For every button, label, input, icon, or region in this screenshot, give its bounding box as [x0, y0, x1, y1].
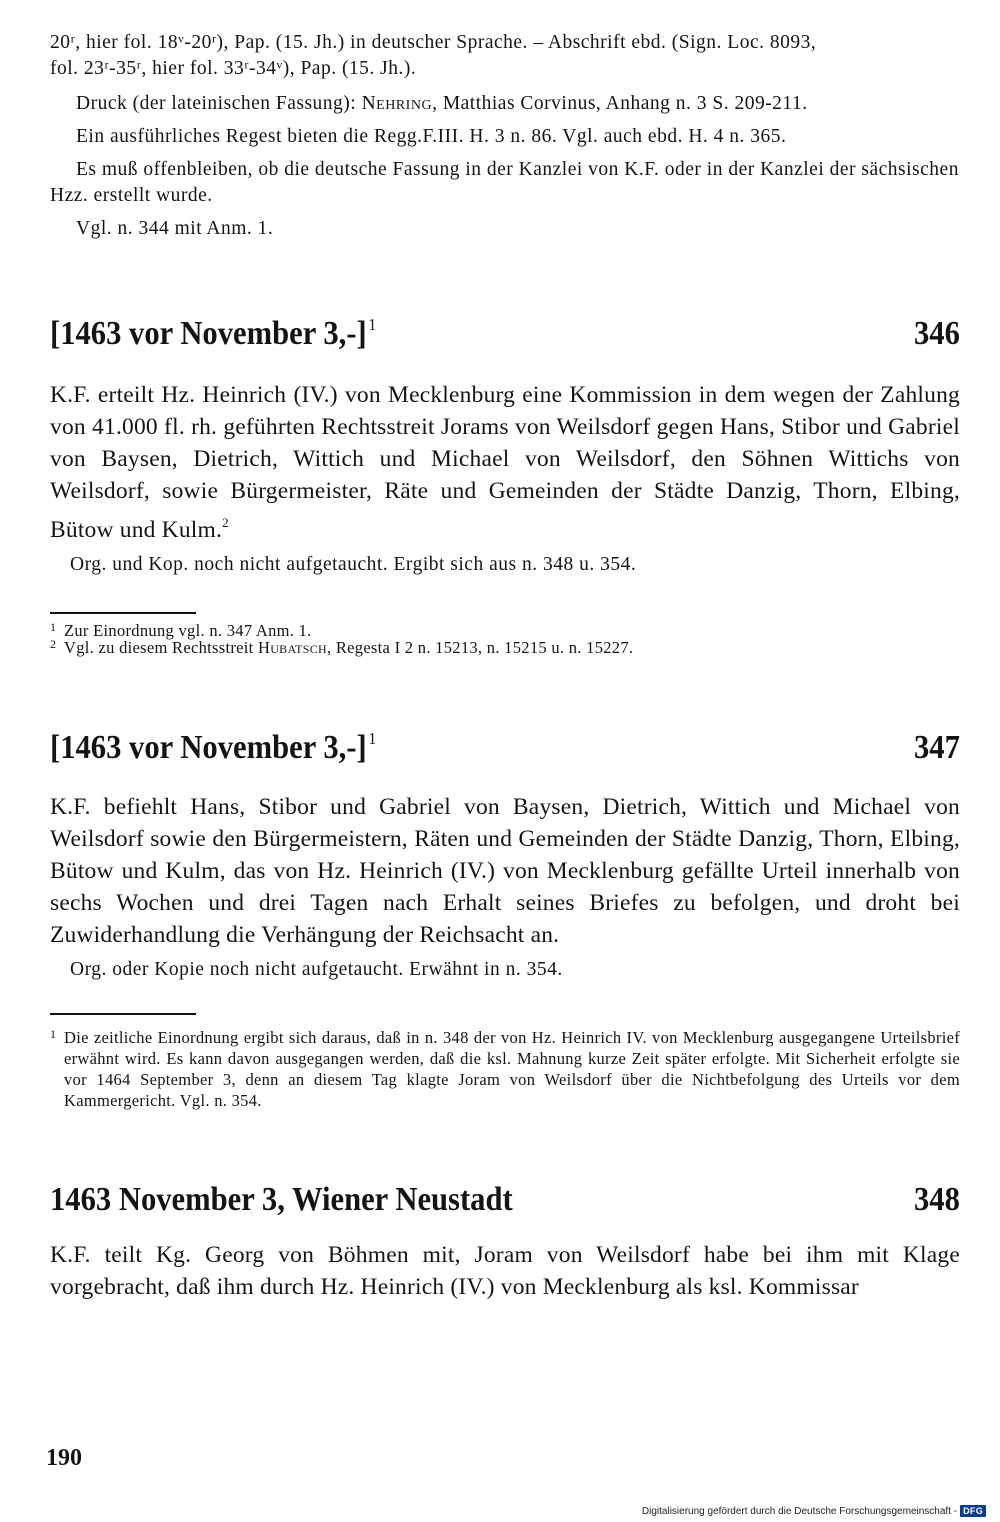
regest-footnote-mark: 2 [222, 515, 229, 530]
entry-date: 1463 November 3, Wiener Neustadt [50, 1181, 513, 1218]
entry-heading [50, 304, 960, 355]
footnote-rule [50, 612, 196, 614]
document-page [50, 30, 960, 1303]
entry-source-note: Org. und Kop. noch nicht aufgetaucht. Ergibt sich aus n. 348 u. 354. [70, 554, 637, 575]
entry-number: 346 [914, 315, 960, 352]
entry-regest: K.F. befiehlt Hans, Stibor und Gabriel von Baysen, Dietrich, Wittich und Michael von Weilsdorf sowie den Bürgermeistern, Räten und Gemeinden der Städte Danzig, Thorn, Elbing, Bütow und Kulm, das von Hz. Heinrich (IV.) von Mecklenburg gefällte Urteil innerhalb von sechs Wochen und drei Tagen nach Erhalt seines Briefes zu befolgen, und droht bei Zuwiderhandlung die Verhängung der Reichsacht an. [50, 794, 960, 948]
heading-footnote-mark: 1 [368, 729, 377, 748]
entry-347 [50, 718, 960, 1111]
entry-regest: K.F. teilt Kg. Georg von Böhmen mit, Joram von Weilsdorf habe bei ihm mit Klage vorgebracht, daß ihm durch Hz. Heinrich (IV.) von Mecklenburg als ksl. Kommissar [50, 1242, 960, 1300]
entry-date: [1463 vor November 3,-] $^1$ [50, 315, 377, 352]
footnote-2: 2 Vgl. zu diesem Rechtsstreit Hubatsch, Regesta I 2 n. 15213, n. 15215 u. n. 15227. [50, 637, 634, 657]
entry-heading [50, 718, 960, 769]
digitization-credit [642, 1505, 986, 1517]
footnote-rule [50, 1013, 196, 1015]
entry-heading [50, 1179, 960, 1221]
credit-text: Digitalisierung gefördert durch die Deutsche Forschungsgemeinschaft - [641, 1505, 958, 1517]
entry-date: [1463 vor November 3,-] $^1$ [50, 729, 377, 766]
entry-number: 347 [914, 729, 960, 766]
entry-number: 348 [914, 1181, 960, 1218]
entry-348 [50, 1179, 960, 1303]
footnote-1: 1 Zur Einordnung vgl. n. 347 Anm. 1. [50, 620, 312, 640]
footnotes [50, 1027, 960, 1111]
source-line-2: fol. 23ʳ-35ʳ, hier fol. 33ʳ-34ᵛ), Pap. (15. Jh.). [50, 58, 417, 79]
entry-source-note: Org. oder Kopie noch nicht aufgetaucht. Erwähnt in n. 354. [70, 959, 563, 980]
dfg-logo: DFG [960, 1505, 986, 1517]
heading-footnote-mark: 1 [368, 315, 377, 334]
source-continuation [50, 30, 960, 82]
source-line-1: 20ʳ, hier fol. 18ᵛ-20ʳ), Pap. (15. Jh.) in deutscher Sprache. – Abschrift ebd. (Sign. Loc. 8093, [50, 32, 817, 53]
regest-note: Ein ausführliches Regest bieten die Regg.F.III. H. 3 n. 86. Vgl. auch ebd. H. 4 n. 365. [76, 126, 787, 147]
page-number: 190 [46, 1445, 82, 1471]
reference-note: Vgl. n. 344 mit Anm. 1. [76, 218, 274, 239]
entry-346 [50, 304, 960, 656]
footnotes [50, 622, 960, 656]
print-note: Druck (der lateinischen Fassung): Nehring, Matthias Corvinus, Anhang n. 3 S. 209-211. [76, 93, 808, 114]
chancery-note: Es muß offenbleiben, ob die deutsche Fassung in der Kanzlei von K.F. oder in der Kanzlei der sächsischen Hzz. erstellt wurde. [50, 159, 959, 206]
footnote-1: 1 Die zeitliche Einordnung ergibt sich daraus, daß in n. 348 der von Hz. Heinrich IV. von Mecklenburg ausgegangene Urteilsbrief erwähnt wird. Es kann davon ausgegangen werden, daß die ksl. Mahnung kurze Zeit später erfolgte. Mit Sicherheit erfolgte sie vor 1464 September 3, denn an diesem Tag klagte Joram von Weilsdorf über die Nichtbefolgung des Urteils vor dem Kammergericht. Vgl. n. 354. [50, 1027, 960, 1110]
entry-regest: K.F. erteilt Hz. Heinrich (IV.) von Mecklenburg eine Kommission in dem wegen der Zahlung von 41.000 fl. rh. geführten Rechtsstreit Jorams von Weilsdorf gegen Hans, Stibor und Gabriel von Baysen, Dietrich, Wittich und Michael von Weilsdorf, den Söhnen Wittichs von Weilsdorf, sowie Bürgermeister, Räte und Gemeinden der Städte Danzig, Thorn, Elbing, Bütow und Kulm.$^2$ [50, 382, 960, 543]
